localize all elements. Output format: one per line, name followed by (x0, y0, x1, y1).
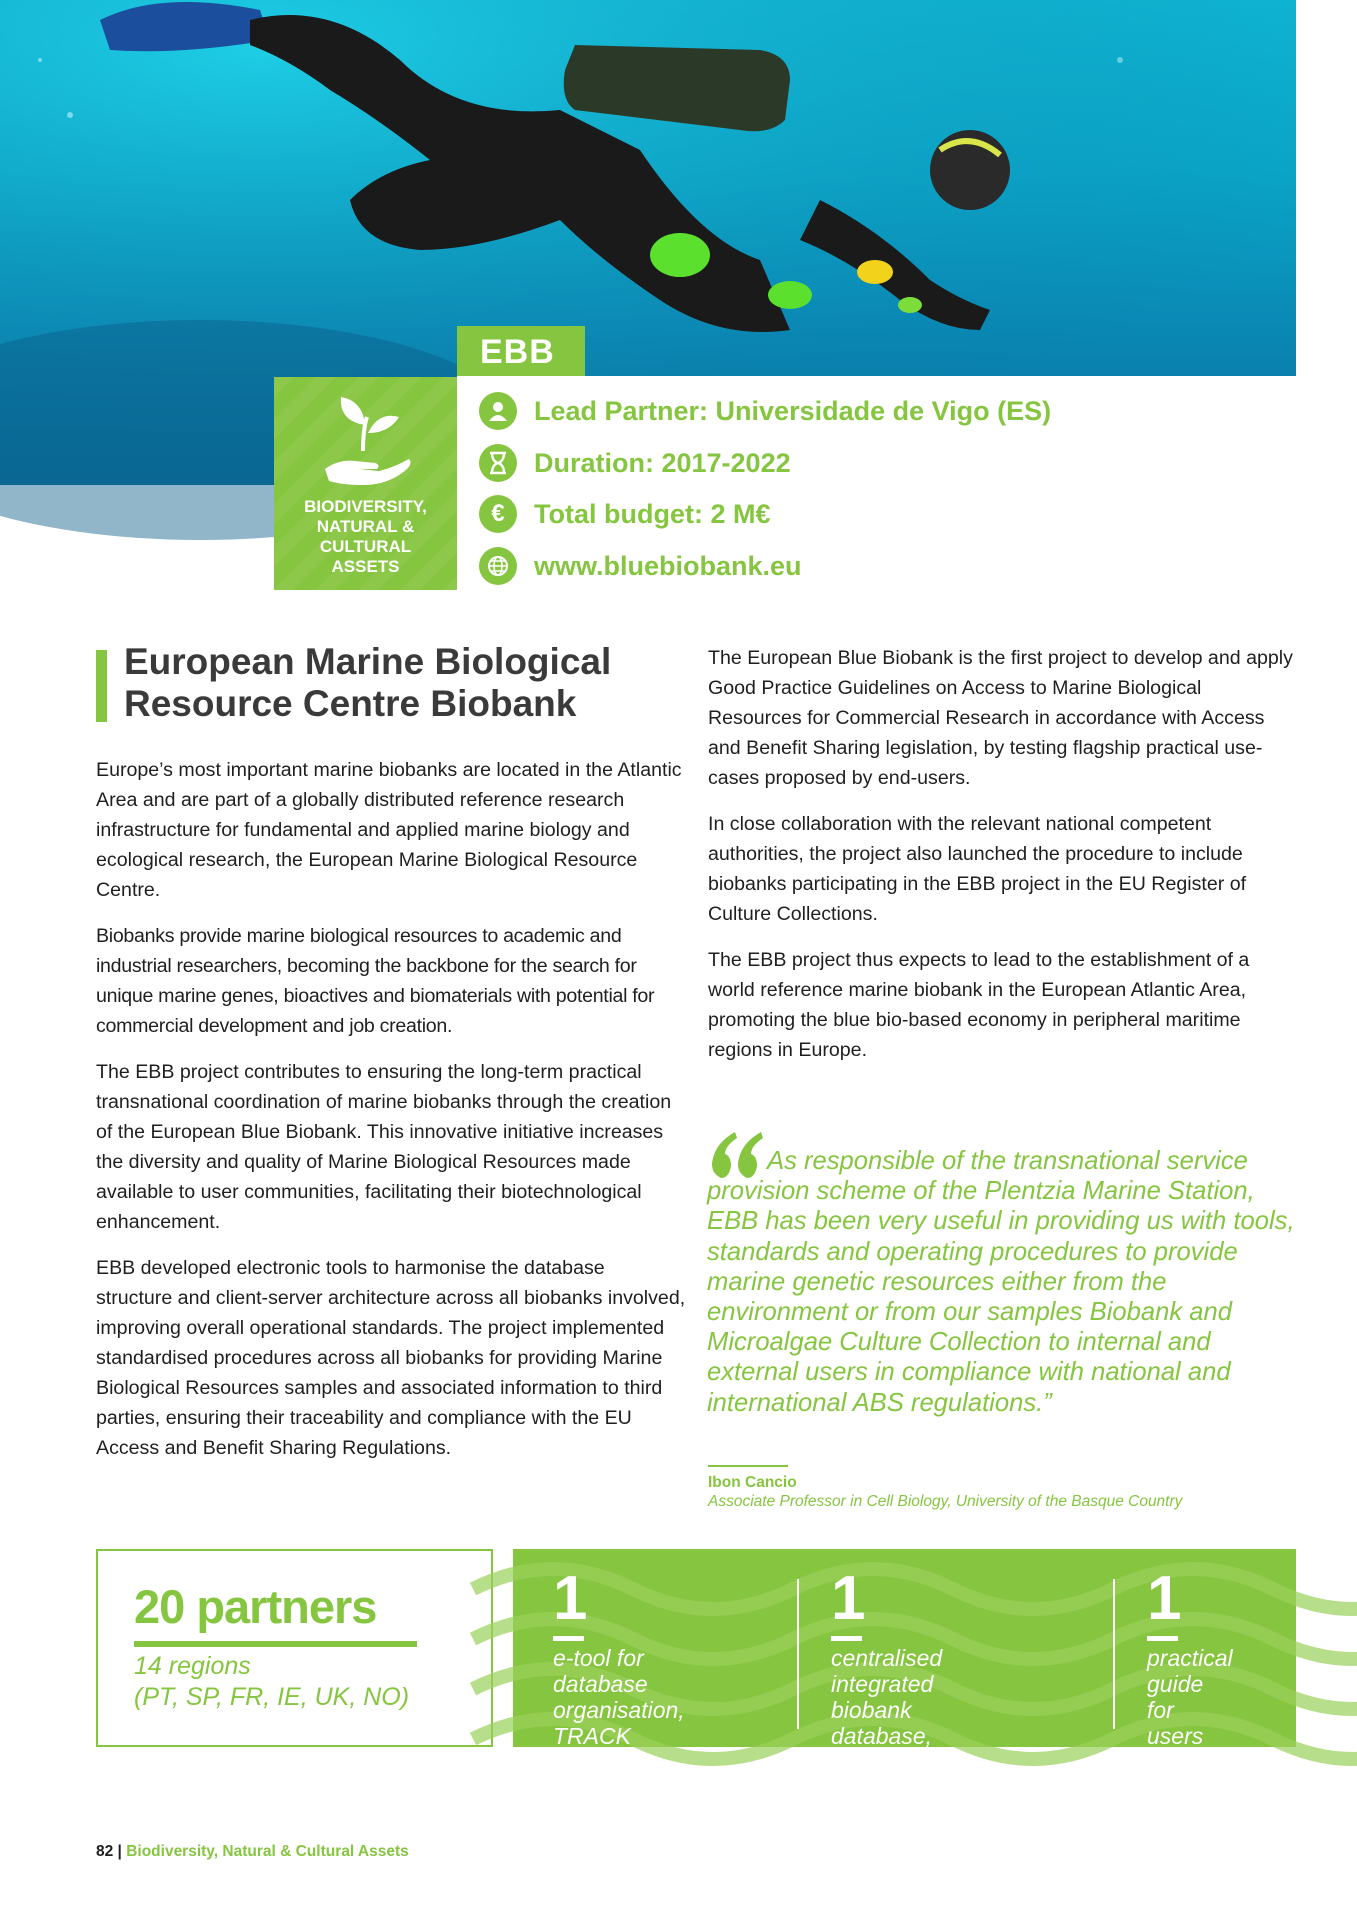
lead-partner-text: Lead Partner: Universidade de Vigo (ES) (534, 395, 1052, 426)
partners-underline (134, 1641, 417, 1647)
quote-author-role: Associate Professor in Cell Biology, University of the Basque Country (708, 1493, 1183, 1510)
stat-divider-1 (797, 1579, 799, 1729)
quote-author: Ibon Cancio (708, 1474, 797, 1491)
budget-text: Total budget: 2 M€ (534, 498, 771, 529)
website-link[interactable]: www.bluebiobank.eu (534, 550, 802, 581)
right-column (708, 643, 1298, 1065)
left-paragraph-1: Europe’s most important marine biobanks are located in the Atlantic Area and are part of a globally distributed reference research infrastructure for fundamental and applied marine biology and ecological research, the European Marine Biological Resource Centre. (96, 759, 682, 901)
plant-in-hand-icon (319, 389, 413, 489)
page-number: 82 | (96, 1843, 122, 1860)
person-icon (479, 392, 517, 430)
right-paragraph-2: In close collaboration with the relevant national competent authorities, the project also launched the procedure to include biobanks participating in the EBB project in the EU Register of Culture Collections. (708, 813, 1247, 925)
page-title: European Marine Biological Resource Centre Biobank (124, 641, 612, 724)
testimonial-quote: As responsible of the transnational service provision scheme of the Plentzia Marine Station, EBB has been very useful in providing us with tools, standards and operating procedures to provide marine genetic resources either from the environment or from our samples Biobank and Microalgae Culture Collection to internal and external users in compliance with national and international ABS regulations.” (707, 1147, 1295, 1417)
budget-row (479, 492, 771, 536)
footer-section-name: Biodiversity, Natural & Cultural Assets (126, 1843, 409, 1860)
outputs-stat-box (513, 1549, 1296, 1775)
stat-divider-2 (1113, 1579, 1115, 1729)
left-column (96, 755, 686, 1463)
website-row[interactable] (479, 544, 802, 588)
stat-database-label: centralised integrated biobank database, TRACE (831, 1645, 943, 1775)
stat-guide-label: practical guide for users (1147, 1645, 1233, 1749)
partners-stat-box (96, 1549, 493, 1747)
left-paragraph-4: EBB developed electronic tools to harmonise the database structure and client-server architecture across all biobanks involved, improving overall operational standards. The project implemented standardised procedures across all biobanks for providing Marine Biological Resources samples and associated information to third parties, ensuring their traceability and compliance with the EU Access and Benefit Sharing Regulations. (96, 1257, 686, 1459)
category-badge (274, 377, 457, 590)
right-paragraph-3: The EBB project thus expects to lead to the establishment of a world reference marine biobank in the European Atlantic Area, promoting the blue bio-based economy in peripheral maritime regions in Europe. (708, 949, 1250, 1061)
stat-etool-label: e-tool for database organisation, TRACK (553, 1645, 685, 1749)
right-paragraph-1: The European Blue Biobank is the first project to develop and apply Good Practice Guidelines on Access to Marine Biological Resources for Commercial Research in accordance with Access and Benefit Sharing legislation, by testing flagship practical use-cases proposed by end-users. (708, 647, 1293, 789)
stat-guide-value: 1 (1147, 1564, 1182, 1633)
globe-icon (479, 547, 517, 585)
duration-row (479, 441, 791, 485)
title-accent-bar (96, 650, 107, 722)
stat-guide-underline (1147, 1636, 1178, 1641)
duration-text: Duration: 2017-2022 (534, 447, 791, 478)
page-footer (96, 1843, 409, 1861)
stat-database-value: 1 (831, 1564, 866, 1633)
stat-database-underline (831, 1636, 862, 1641)
stat-etool-value: 1 (553, 1564, 588, 1633)
stat-etool-underline (553, 1636, 584, 1641)
partners-count: 20 partners (134, 1580, 377, 1633)
lead-partner-row (479, 389, 1051, 433)
left-paragraph-2: Biobanks provide marine biological resources to academic and industrial researchers, becoming the backbone for the search for unique marine genes, bioactives and biomaterials with potential for commercial development and job creation. (96, 925, 655, 1037)
quote-divider (708, 1465, 788, 1467)
euro-icon: € (479, 495, 517, 533)
hourglass-icon (479, 444, 517, 482)
regions-text: 14 regions (PT, SP, FR, IE, UK, NO) (134, 1652, 410, 1711)
left-paragraph-3: The EBB project contributes to ensuring the long-term practical transnational coordination of marine biobanks through the creation of the European Blue Biobank. This innovative initiative increases the diversity and quality of Marine Biological Resources made available to user communities, facilitating their biotechnological enhancement. (96, 1061, 672, 1233)
category-label: BIODIVERSITY, NATURAL & CULTURAL ASSETS (304, 497, 427, 576)
project-acronym-tab: EBB (457, 326, 585, 376)
